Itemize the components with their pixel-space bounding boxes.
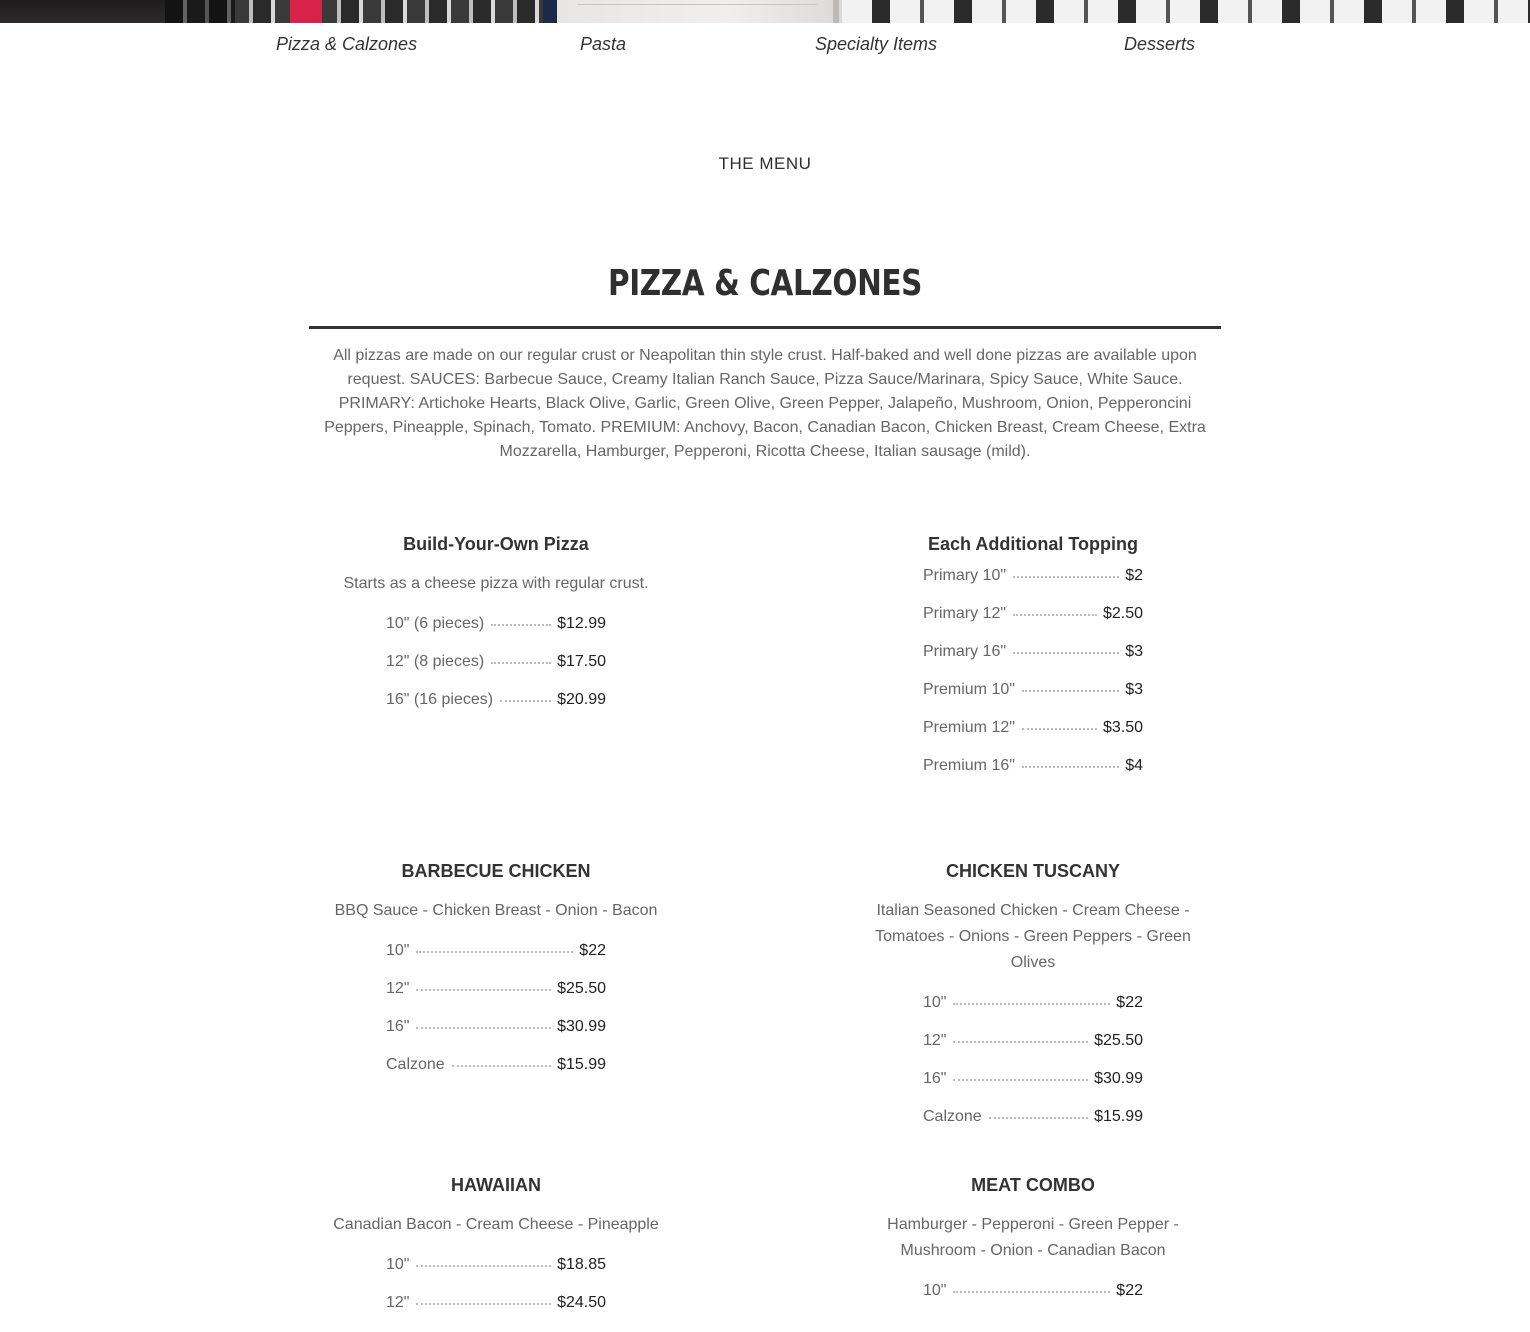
price-size-label: 12": [923, 1032, 947, 1049]
price-size-label: Calzone: [386, 1056, 445, 1073]
price-list: [923, 1282, 1143, 1320]
price-size-label: Premium 12": [923, 719, 1015, 736]
dot-leader: [953, 1079, 1088, 1081]
dot-leader: [1013, 576, 1119, 578]
menu-item-meat-combo: [823, 1175, 1243, 1320]
price-value: $12.99: [557, 615, 606, 632]
photo-segment: [0, 0, 165, 23]
price-value: $25.50: [557, 980, 606, 997]
price-value: $15.99: [557, 1056, 606, 1073]
menu-item-hawaiian: [286, 1175, 706, 1332]
price-size-label: 16": [386, 1018, 410, 1035]
tab-desserts[interactable]: Desserts: [1124, 34, 1196, 54]
dot-leader: [1022, 728, 1097, 730]
menu-item-name: Each Additional Topping: [928, 534, 1138, 554]
price-row: [386, 942, 606, 980]
dot-leader: [416, 1027, 551, 1029]
price-value: $30.99: [557, 1018, 606, 1035]
price-size-label: Calzone: [923, 1108, 982, 1125]
price-size-label: 10": [923, 994, 947, 1011]
tab-pizza-calzones[interactable]: Pizza & Calzones: [276, 34, 418, 54]
price-size-label: 10": [386, 1256, 410, 1273]
menu-item-name: Build-Your-Own Pizza: [403, 534, 589, 554]
price-list: [386, 1256, 606, 1332]
price-value: $17.50: [557, 653, 606, 670]
price-row: [386, 615, 606, 653]
price-list: [923, 567, 1143, 795]
menu-item-description: Hamburger - Pepperoni - Green Pepper - Mushroom - Onion - Canadian Bacon: [887, 1216, 1179, 1259]
menu-item-each-additional-topping: [823, 534, 1243, 795]
price-row: [923, 681, 1143, 719]
price-row: [923, 1032, 1143, 1070]
price-value: $22: [1116, 1282, 1143, 1299]
price-value: $15.99: [1094, 1108, 1143, 1125]
menu-item-chicken-tuscany: [823, 861, 1243, 1146]
dot-leader: [491, 662, 551, 664]
price-row: [923, 719, 1143, 757]
section-divider: [309, 326, 1221, 329]
section-intro: All pizzas are made on our regular crust or Neapolitan thin style crust. Half-baked and well done pizzas are available upon request. SAUCES: Barbecue Sauce, Creamy Italian Ranch Sauce, Pizza Sauce/Marinara, Spicy Sauce, White Sauce. PRIMARY: Artichoke Hearts, Black Olive, Garlic, Green Olive, Green Pepper, Jalapeño, Mushroom, Onion, Pepperoncini Peppers, Pineapple, Spinach, Tomato. PREMIUM: Anchovy, Bacon, Canadian Bacon, Chicken Breast, Cream Cheese, Extra Mozzarella, Hamburger, Pepperoni, Ricotta Cheese, Italian sausage (mild).: [324, 347, 1206, 460]
price-value: $22: [579, 942, 606, 959]
price-row: [923, 1108, 1143, 1146]
dot-leader: [491, 624, 551, 626]
dot-leader: [416, 989, 551, 991]
photo-segment: [165, 0, 543, 23]
menu-category-tabs: [0, 34, 1530, 58]
price-size-label: 10": [923, 1282, 947, 1299]
dot-leader: [953, 1291, 1110, 1293]
price-size-label: Primary 12": [923, 605, 1007, 622]
price-list: [386, 615, 606, 729]
price-size-label: Primary 10": [923, 567, 1007, 584]
price-value: $4: [1125, 757, 1143, 774]
price-size-label: 10" (6 pieces): [386, 615, 485, 632]
price-value: $22: [1116, 994, 1143, 1011]
price-row: [386, 691, 606, 729]
price-size-label: 16": [923, 1070, 947, 1087]
menu-item-name: CHICKEN TUSCANY: [945, 861, 1120, 881]
price-row: [386, 980, 606, 1018]
dot-leader: [416, 951, 573, 953]
price-size-label: Primary 16": [923, 643, 1007, 660]
photo-segment: [557, 0, 842, 23]
price-size-label: 10": [386, 942, 410, 959]
tab-specialty-items[interactable]: Specialty Items: [815, 34, 938, 54]
menu-heading: THE MENU: [718, 154, 812, 173]
price-row: [386, 1256, 606, 1294]
price-value: $18.85: [557, 1256, 606, 1273]
photo-segment: [543, 0, 557, 23]
dot-leader: [1022, 766, 1119, 768]
menu-item-description: BBQ Sauce - Chicken Breast - Onion - Bacon: [334, 902, 658, 919]
price-value: $3: [1125, 681, 1143, 698]
menu-item-barbecue-chicken: [286, 861, 706, 1094]
price-row: [386, 1056, 606, 1094]
menu-item-description: Canadian Bacon - Cream Cheese - Pineapple: [333, 1216, 659, 1233]
price-row: [386, 653, 606, 691]
dot-leader: [452, 1065, 551, 1067]
price-size-label: 16" (16 pieces): [386, 691, 494, 708]
photo-segment: [842, 0, 1530, 23]
price-list: [923, 994, 1143, 1146]
menu-item-name: MEAT COMBO: [971, 1175, 1095, 1195]
header-photo-strip: [0, 0, 1530, 23]
menu-item-name: BARBECUE CHICKEN: [401, 861, 591, 881]
price-row: [923, 757, 1143, 795]
price-value: $2: [1125, 567, 1143, 584]
price-size-label: 12": [386, 1294, 410, 1311]
price-row: [923, 1070, 1143, 1108]
price-value: $25.50: [1094, 1032, 1143, 1049]
dot-leader: [989, 1117, 1088, 1119]
price-value: $3.50: [1102, 719, 1143, 736]
price-row: [923, 994, 1143, 1032]
dot-leader: [416, 1265, 551, 1267]
dot-leader: [1013, 652, 1119, 654]
tab-pasta[interactable]: Pasta: [580, 34, 627, 54]
price-size-label: 12": [386, 980, 410, 997]
price-row: [923, 643, 1143, 681]
menu-item-description: Starts as a cheese pizza with regular crust.: [343, 575, 649, 592]
menu-item-build-your-own-pizza: [286, 534, 706, 729]
price-value: $3: [1125, 643, 1143, 660]
dot-leader: [416, 1303, 551, 1305]
price-size-label: Premium 10": [923, 681, 1015, 698]
price-row: [923, 605, 1143, 643]
section-title: PIZZA & CALZONES: [608, 263, 922, 304]
menu-item-description: Italian Seasoned Chicken - Cream Cheese - Tomatoes - Onions - Green Peppers - Green Olives: [875, 902, 1191, 971]
price-value: $2.50: [1102, 605, 1143, 622]
dot-leader: [500, 700, 551, 702]
menu-item-name: HAWAIIAN: [451, 1175, 541, 1195]
dot-leader: [1022, 690, 1119, 692]
price-value: $24.50: [557, 1294, 606, 1311]
price-size-label: Premium 16": [923, 757, 1015, 774]
price-size-label: 12" (8 pieces): [386, 653, 485, 670]
dot-leader: [1013, 614, 1097, 616]
price-row: [923, 567, 1143, 605]
price-value: $20.99: [557, 691, 606, 708]
price-row: [923, 1282, 1143, 1320]
price-value: $30.99: [1094, 1070, 1143, 1087]
price-row: [386, 1294, 606, 1332]
dot-leader: [953, 1003, 1110, 1005]
price-list: [386, 942, 606, 1094]
price-row: [386, 1018, 606, 1056]
dot-leader: [953, 1041, 1088, 1043]
